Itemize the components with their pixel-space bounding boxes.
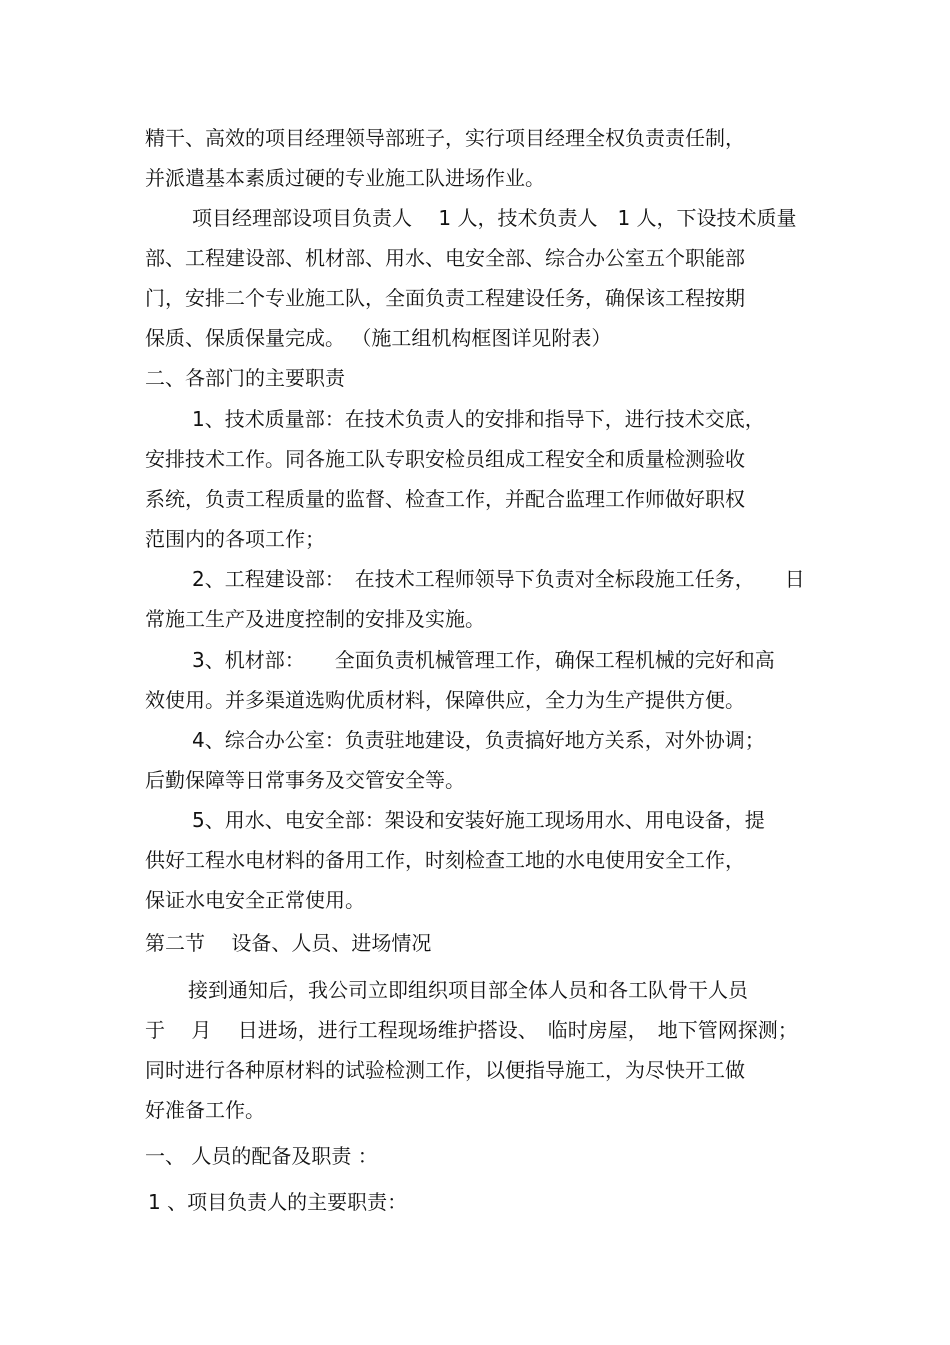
paragraph-line: 安排技术工作。同各施工队专职安检员组成工程安全和质量检测验收 [145,447,745,471]
paragraph-line: 好准备工作。 [145,1098,265,1122]
paragraph-line: 后勤保障等日常事务及交管安全等。 [145,768,465,792]
paragraph-line: 并派遣基本素质过硬的专业施工队进场作业。 [145,166,545,190]
paragraph-line: 接到通知后，我公司立即组织项目部全体人员和各工队骨干人员 [188,978,748,1002]
paragraph-line: 项目经理部设项目负责人 1 人，技术负责人 1 人，下设技术质量 [192,206,797,230]
paragraph-line: 3、机材部： 全面负责机械管理工作，确保工程机械的完好和高 [192,648,775,672]
paragraph-line: 1、技术质量部：在技术负责人的安排和指导下，进行技术交底， [192,407,765,431]
paragraph-line: 供好工程水电材料的备用工作，时刻检查工地的水电使用安全工作， [145,848,745,872]
paragraph-line: 保质、保质保量完成。 （施工组机构框图详见附表） [145,326,612,350]
subsection-heading: 1 、项目负责人的主要职责： [148,1190,408,1214]
section-heading: 一、 人员的配备及职责 ： [145,1144,378,1168]
paragraph-line: 精干、高效的项目经理领导部班子，实行项目经理全权负责责任制， [145,126,745,150]
paragraph-line: 系统，负责工程质量的监督、检查工作，并配合监理工作师做好职权 [145,487,745,511]
paragraph-line: 同时进行各种原材料的试验检测工作，以便指导施工，为尽快开工做 [145,1058,745,1082]
section-heading: 二、各部门的主要职责 [145,366,345,390]
paragraph-line: 5、用水、电安全部：架设和安装好施工现场用水、用电设备，提 [192,808,765,832]
paragraph-line: 部、工程建设部、机材部、用水、电安全部、综合办公室五个职能部 [145,246,745,270]
paragraph-line: 门，安排二个专业施工队，全面负责工程建设任务，确保该工程按期 [145,286,745,310]
paragraph-line: 常施工生产及进度控制的安排及实施。 [145,607,485,631]
paragraph-line: 4、综合办公室：负责驻地建设，负责搞好地方关系，对外协调； [192,728,765,752]
paragraph-line: 保证水电安全正常使用。 [145,888,365,912]
paragraph-line: 2、工程建设部： 在技术工程师领导下负责对全标段施工任务， 日 [192,567,805,591]
paragraph-line: 效使用。并多渠道选购优质材料，保障供应，全力为生产提供方便。 [145,688,745,712]
paragraph-line: 于 月 日进场，进行工程现场维护搭设、 临时房屋， 地下管网探测； [145,1018,798,1042]
paragraph-line: 范围内的各项工作； [145,527,325,551]
section-heading: 第二节 设备、人员、进场情况 [145,931,432,955]
